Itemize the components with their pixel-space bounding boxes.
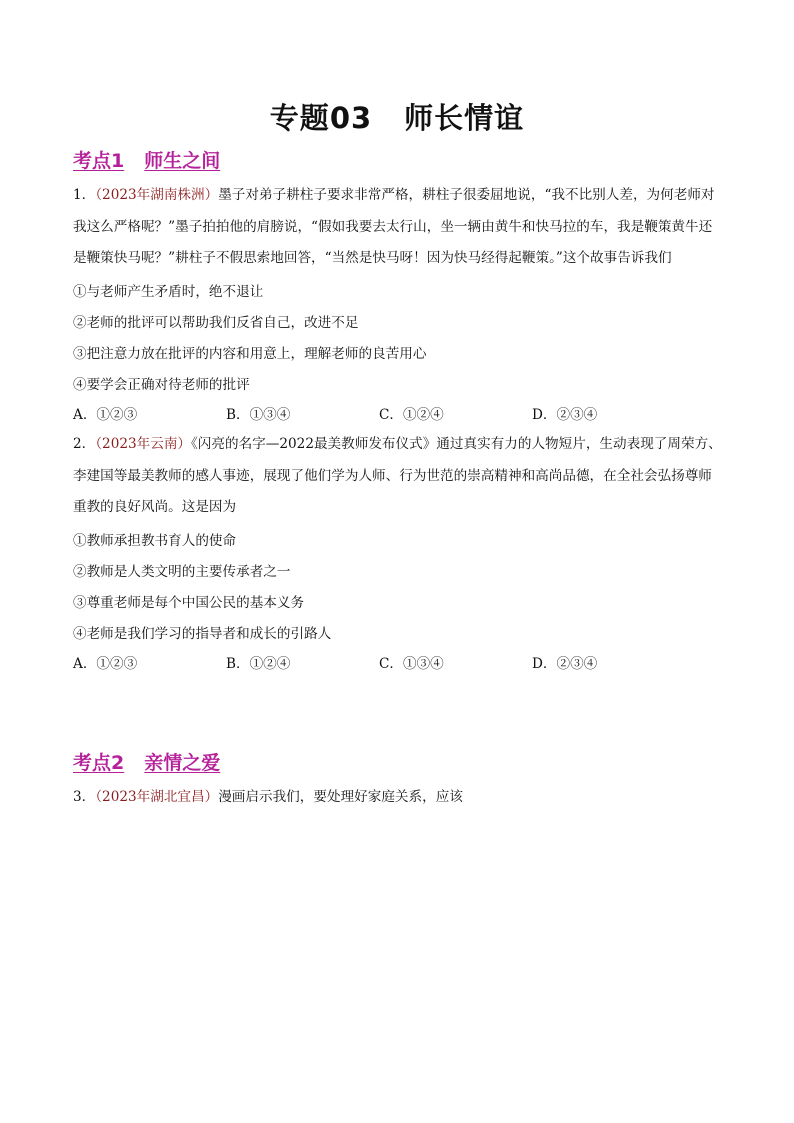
question-2-option: ④老师是我们学习的指导者和成长的引路人: [73, 626, 332, 642]
question-2-option: ①教师承担教书育人的使命: [73, 533, 237, 549]
choice: A．①②③: [73, 656, 138, 672]
choice: A．①②③: [73, 407, 138, 423]
question-1-option: ②老师的批评可以帮助我们反省自己，改进不足: [73, 315, 359, 331]
question-2-option: ③尊重老师是每个中国公民的基本义务: [73, 595, 305, 611]
section-heading-2: 考点2 亲情之爱: [73, 752, 221, 774]
choice: D．②③④: [532, 656, 598, 672]
choice: D．②③④: [532, 407, 598, 423]
choice: B．①②④: [226, 656, 291, 672]
choice: B．①③④: [226, 407, 291, 423]
question-2-stem: 2．（2023年云南）《闪亮的名字—2022最美教师发布仪式》通过真实有力的人物短片，生动表现了周荣方、李建国等最美教师的感人事迹，展现了他们学为人师、行为世范的崇高精神和高尚品德，在全社会弘扬尊师重教的良好风尚。这是因为: [73, 436, 722, 515]
question-1-option: ①与老师产生矛盾时，绝不退让: [73, 284, 264, 300]
page-title: 专题03 师长情谊: [269, 101, 525, 135]
question-3-stem: 3．（2023年湖北宜昌）漫画启示我们，要处理好家庭关系，应该: [73, 789, 463, 805]
question-1-option: ④要学会正确对待老师的批评: [73, 377, 250, 393]
question-2-option: ②教师是人类文明的主要传承者之一: [73, 564, 291, 580]
section-heading-1: 考点1 师生之间: [73, 150, 221, 172]
choice: C．①②④: [379, 407, 444, 423]
question-1-stem: 1．（2023年湖南株洲）墨子对弟子耕柱子要求非常严格，耕柱子很委屈地说，“我不比别人差，为何老师对我这么严格呢？”墨子拍拍他的肩膀说，“假如我要去太行山，坐一辆由黄牛和快马拉的车，我是鞭策黄牛还是鞭策快马呢？”耕柱子不假思索地回答，“当然是快马呀！因为快马经得起鞭策。”这个故事告诉我们: [73, 187, 715, 266]
choice: C．①③④: [379, 656, 444, 672]
question-1-choices: [73, 403, 713, 423]
question-2-choices: [73, 652, 713, 672]
question-1-option: ③把注意力放在批评的内容和用意上，理解老师的良苦用心: [73, 346, 427, 362]
